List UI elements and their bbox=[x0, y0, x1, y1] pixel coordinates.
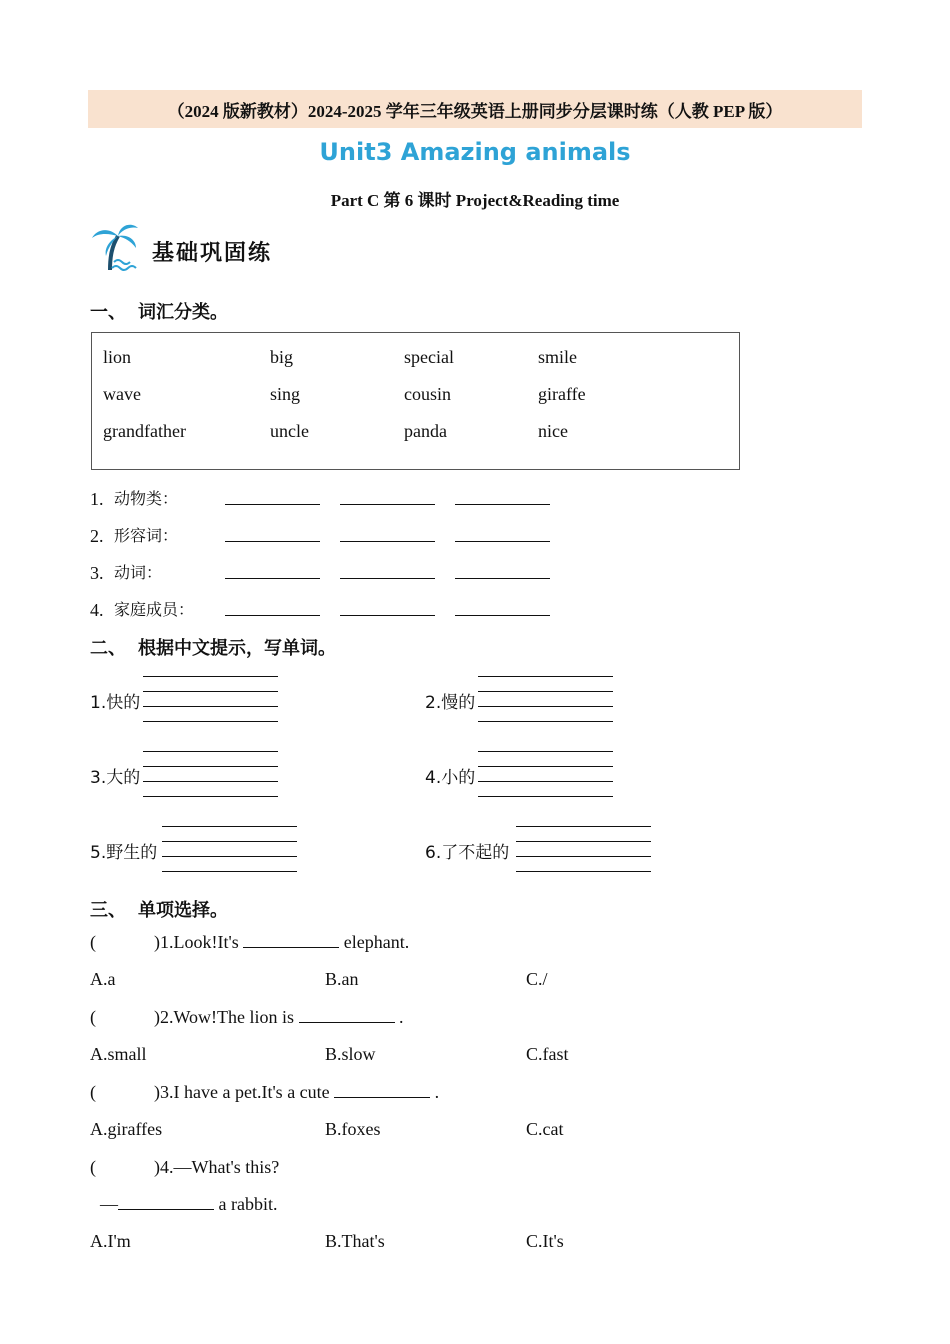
writing-item-label: 6.了不起的 bbox=[425, 843, 510, 863]
category-number: 2. bbox=[90, 526, 104, 546]
word-bank-item: big bbox=[270, 347, 294, 367]
writing-line[interactable] bbox=[162, 826, 297, 827]
writing-line[interactable] bbox=[478, 691, 613, 692]
answer-blank[interactable] bbox=[225, 578, 320, 579]
category-label: 动词： bbox=[114, 563, 163, 582]
writing-line[interactable] bbox=[478, 721, 613, 722]
writing-line[interactable] bbox=[143, 766, 278, 767]
answer-tail: a rabbit. bbox=[218, 1194, 278, 1214]
banner-text: （2024 版新教材）2024-2025 学年三年级英语上册同步分层课时练（人教 PEP 版） bbox=[167, 101, 783, 121]
question-tail: elephant. bbox=[343, 932, 410, 952]
question-paren: ( bbox=[90, 1157, 96, 1177]
answer-dash: — bbox=[100, 1194, 118, 1214]
question-stem: )2.Wow!The lion is bbox=[154, 1007, 295, 1027]
option-choice: C.cat bbox=[526, 1119, 564, 1139]
answer-blank[interactable] bbox=[340, 578, 435, 579]
word-bank-item: nice bbox=[538, 421, 568, 441]
section3-heading bbox=[90, 896, 228, 922]
question-tail: . bbox=[434, 1082, 440, 1102]
question-paren: ( bbox=[90, 1082, 96, 1102]
writing-line[interactable] bbox=[478, 751, 613, 752]
word-bank-item: lion bbox=[103, 347, 132, 367]
word-bank-item: giraffe bbox=[538, 384, 586, 404]
category-label: 动物类： bbox=[114, 489, 179, 508]
writing-line[interactable] bbox=[478, 796, 613, 797]
question-text bbox=[154, 1157, 279, 1178]
palm-tree-icon bbox=[90, 222, 140, 272]
section2-num: 二、 bbox=[90, 638, 126, 659]
writing-line[interactable] bbox=[516, 856, 651, 857]
answer-blank[interactable] bbox=[455, 541, 550, 542]
writing-line[interactable] bbox=[478, 706, 613, 707]
answer-blank[interactable] bbox=[455, 504, 550, 505]
word-bank-item: smile bbox=[538, 347, 577, 367]
writing-item-label: 1.快的 bbox=[90, 693, 141, 713]
writing-line[interactable] bbox=[143, 706, 278, 707]
option-choice: B.foxes bbox=[325, 1119, 381, 1139]
word-bank-item: grandfather bbox=[103, 421, 186, 441]
word-bank-item: special bbox=[404, 347, 454, 367]
writing-line[interactable] bbox=[143, 691, 278, 692]
answer-blank[interactable] bbox=[225, 541, 320, 542]
question-blank[interactable] bbox=[299, 1008, 395, 1023]
option-choice: B.That's bbox=[325, 1231, 385, 1251]
writing-line[interactable] bbox=[143, 781, 278, 782]
question-tail: . bbox=[399, 1007, 404, 1027]
writing-line[interactable] bbox=[143, 796, 278, 797]
header-banner bbox=[88, 90, 862, 128]
option-choice: A.a bbox=[90, 969, 116, 989]
section3-num: 三、 bbox=[90, 900, 126, 921]
section2-title: 根据中文提示，写单词。 bbox=[138, 638, 336, 659]
option-choice: C./ bbox=[526, 969, 548, 989]
word-bank-item: wave bbox=[103, 384, 141, 404]
section3-title: 单项选择。 bbox=[138, 900, 228, 921]
question-blank[interactable] bbox=[334, 1083, 430, 1098]
category-number: 3. bbox=[90, 563, 104, 583]
answer-blank[interactable] bbox=[225, 504, 320, 505]
section2-heading bbox=[90, 634, 336, 660]
writing-line[interactable] bbox=[478, 766, 613, 767]
writing-line[interactable] bbox=[143, 721, 278, 722]
option-choice: C.It's bbox=[526, 1231, 564, 1251]
word-bank-item: cousin bbox=[404, 384, 451, 404]
writing-line[interactable] bbox=[162, 856, 297, 857]
word-bank-item: uncle bbox=[270, 421, 309, 441]
answer-blank[interactable] bbox=[455, 578, 550, 579]
writing-line[interactable] bbox=[143, 751, 278, 752]
question-paren: ( bbox=[90, 1007, 96, 1027]
answer-blank[interactable] bbox=[340, 541, 435, 542]
question-paren: ( bbox=[90, 932, 96, 952]
writing-item-label: 2.慢的 bbox=[425, 693, 476, 713]
answer-blank[interactable] bbox=[340, 504, 435, 505]
question-text bbox=[154, 1082, 439, 1103]
question-stem: )4.—What's this? bbox=[154, 1157, 280, 1177]
writing-line[interactable] bbox=[143, 676, 278, 677]
option-choice: A.giraffes bbox=[90, 1119, 163, 1139]
question-blank[interactable] bbox=[118, 1195, 214, 1210]
word-bank-item: panda bbox=[404, 421, 447, 441]
writing-line[interactable] bbox=[478, 676, 613, 677]
writing-line[interactable] bbox=[516, 826, 651, 827]
writing-line[interactable] bbox=[516, 871, 651, 872]
writing-line[interactable] bbox=[162, 841, 297, 842]
section1-heading bbox=[90, 298, 228, 324]
word-bank-item: sing bbox=[270, 384, 301, 404]
writing-line[interactable] bbox=[478, 781, 613, 782]
answer-blank[interactable] bbox=[340, 615, 435, 616]
writing-item-label: 5.野生的 bbox=[90, 843, 158, 863]
category-label: 家庭成员： bbox=[114, 600, 195, 619]
option-choice: C.fast bbox=[526, 1044, 569, 1064]
category-number: 4. bbox=[90, 600, 104, 620]
question-blank[interactable] bbox=[243, 933, 339, 948]
section-badge-label: 基础巩固练 bbox=[152, 241, 273, 266]
question-answer-line bbox=[100, 1194, 277, 1215]
section1-num: 一、 bbox=[90, 302, 126, 323]
lesson-subtitle: Part C 第 6 课时 Project&Reading time bbox=[330, 191, 620, 210]
category-label: 形容词： bbox=[114, 526, 179, 545]
question-text bbox=[154, 932, 409, 953]
writing-item-label: 4.小的 bbox=[425, 768, 476, 788]
option-choice: B.slow bbox=[325, 1044, 376, 1064]
question-text bbox=[154, 1007, 404, 1028]
writing-line[interactable] bbox=[516, 841, 651, 842]
answer-blank[interactable] bbox=[455, 615, 550, 616]
category-number: 1. bbox=[90, 489, 104, 509]
section1-title: 词汇分类。 bbox=[138, 302, 228, 323]
question-stem: )1.Look!It's bbox=[154, 932, 239, 952]
question-stem: )3.I have a pet.It's a cute bbox=[154, 1082, 330, 1102]
option-choice: B.an bbox=[325, 969, 359, 989]
option-choice: A.I'm bbox=[90, 1231, 131, 1251]
answer-blank[interactable] bbox=[225, 615, 320, 616]
unit-title: Unit3 Amazing animals bbox=[319, 138, 631, 166]
writing-line[interactable] bbox=[162, 871, 297, 872]
writing-item-label: 3.大的 bbox=[90, 768, 141, 788]
option-choice: A.small bbox=[90, 1044, 147, 1064]
